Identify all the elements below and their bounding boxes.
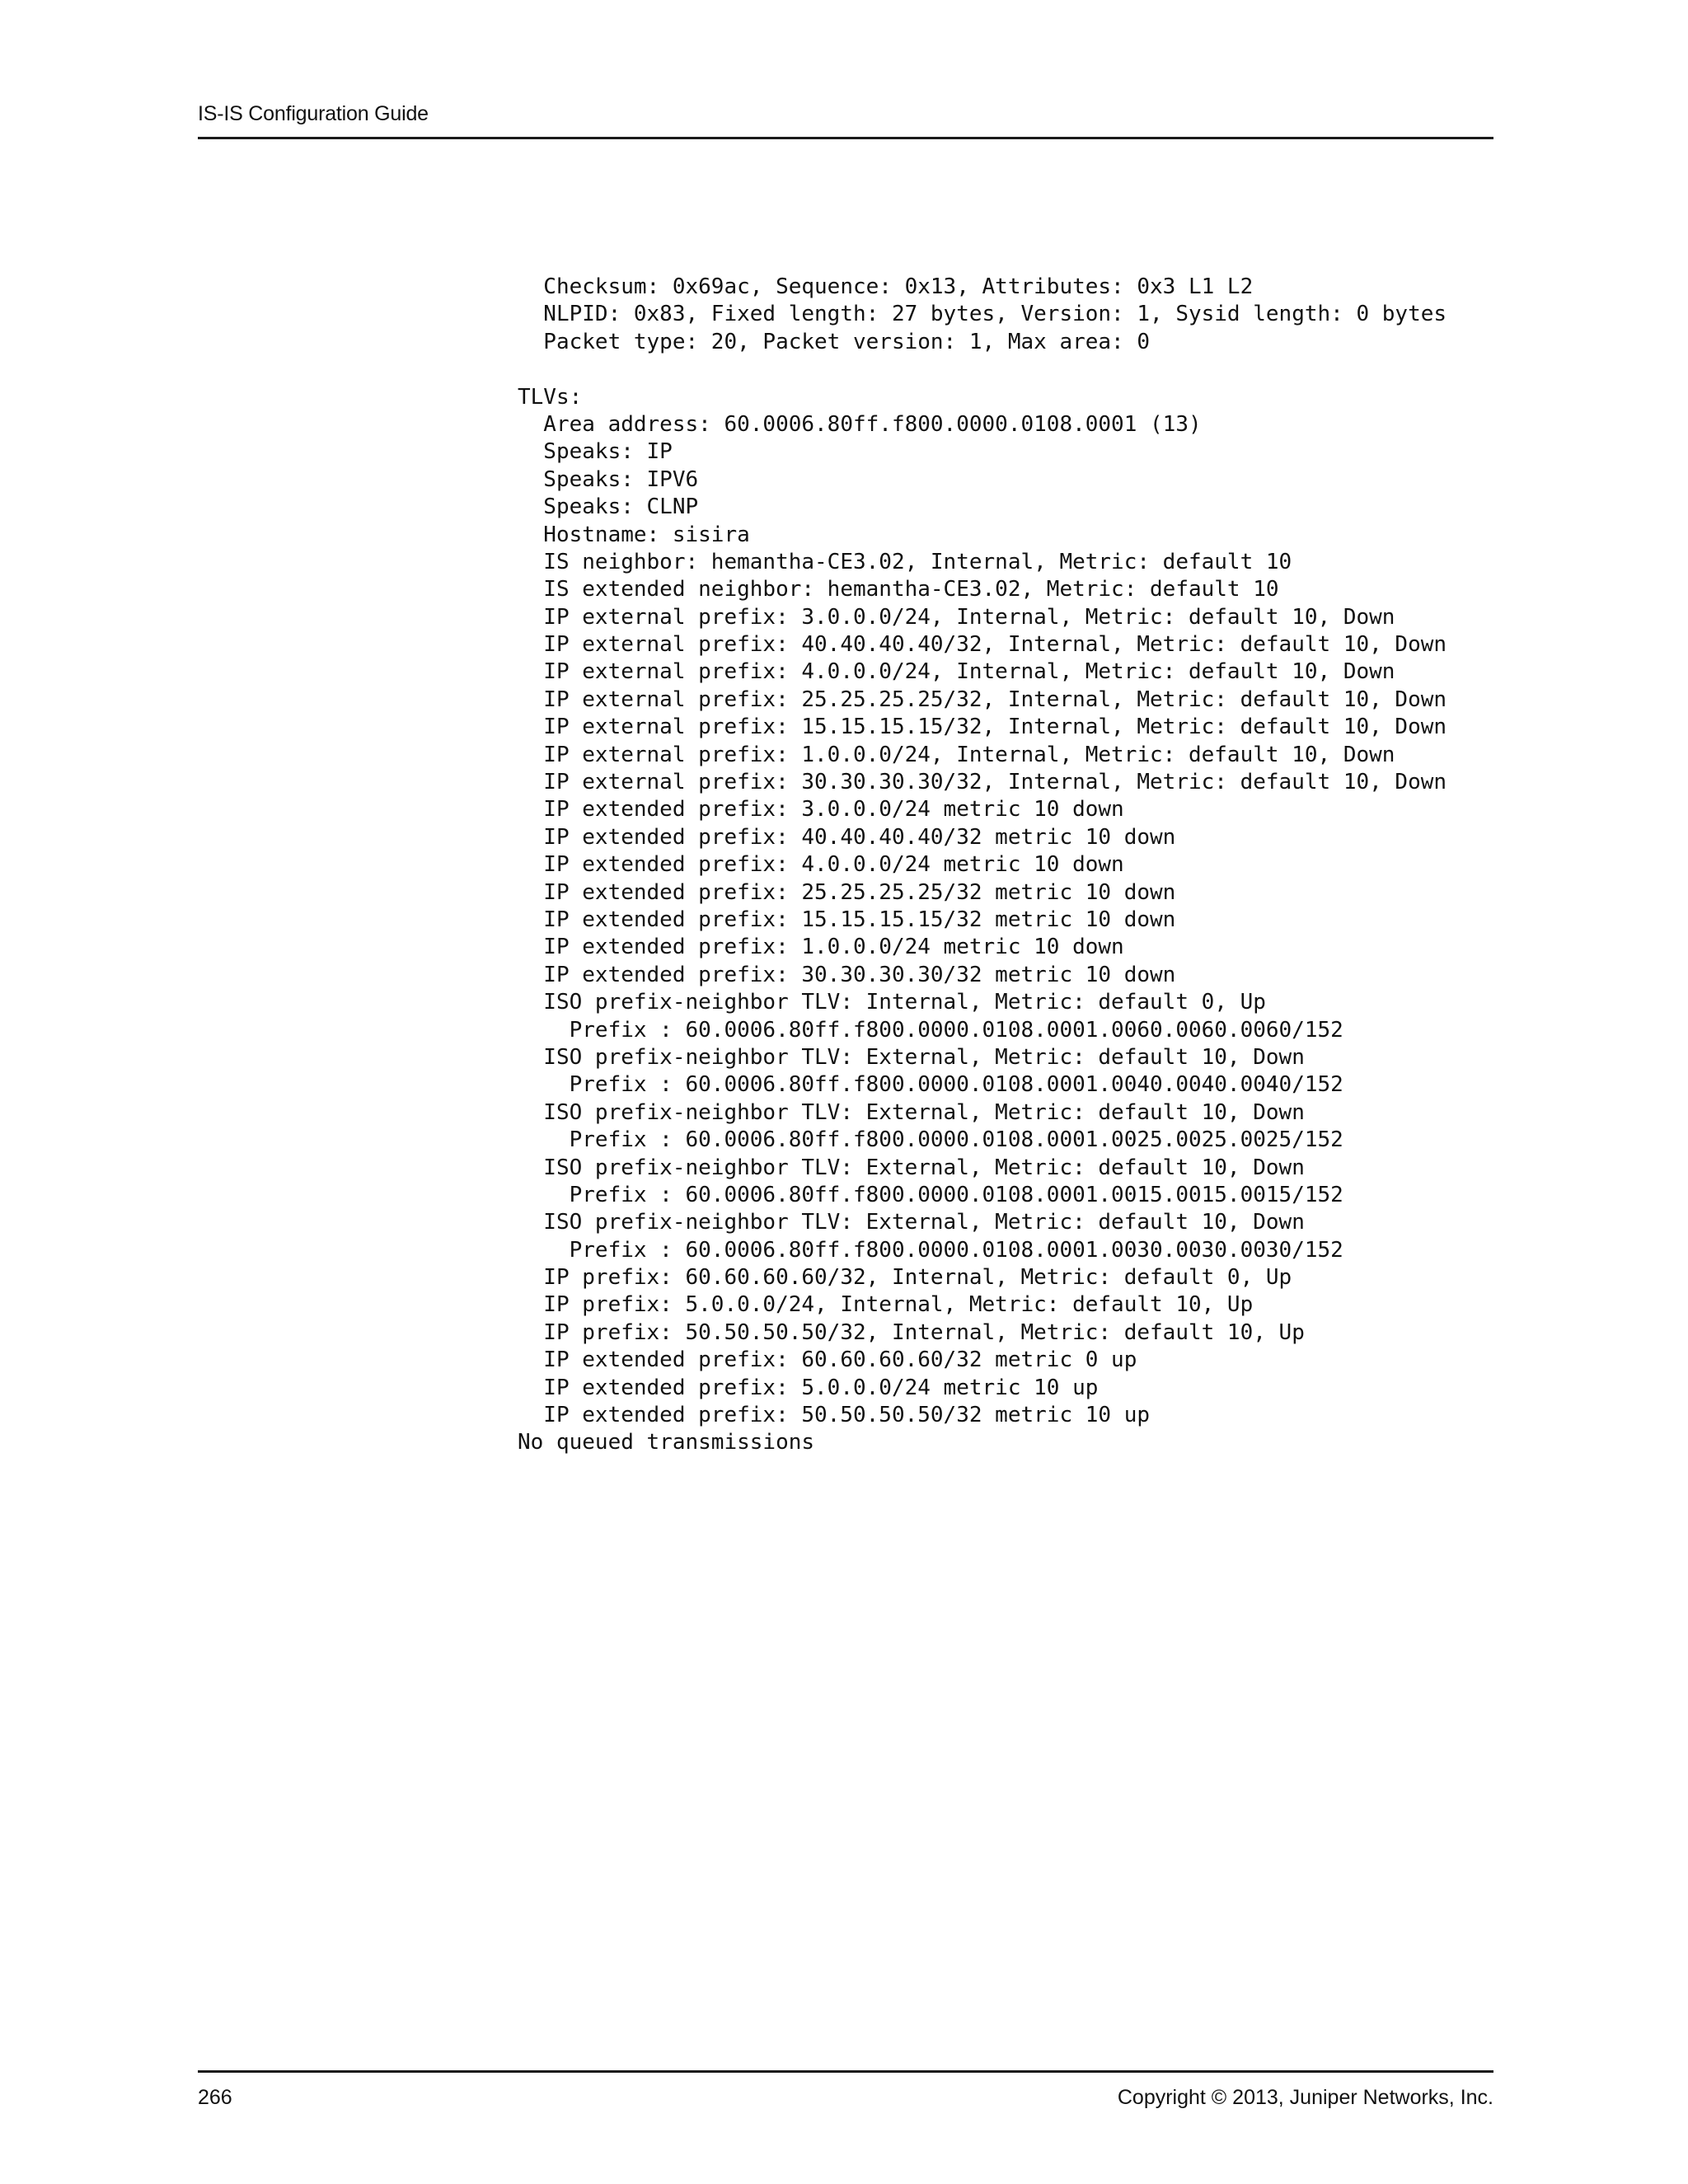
- cli-output-block: [518, 274, 1465, 1457]
- code-line: IP prefix: 50.50.50.50/32, Internal, Metric: default 10, Up: [518, 1319, 1305, 1345]
- code-line: IP external prefix: 30.30.30.30/32, Internal, Metric: default 10, Down: [518, 770, 1447, 795]
- code-line: ISO prefix-neighbor TLV: Internal, Metric: default 0, Up: [518, 990, 1266, 1015]
- code-line: IP extended prefix: 60.60.60.60/32 metric 0 up: [518, 1347, 1137, 1373]
- code-line: IP external prefix: 40.40.40.40/32, Internal, Metric: default 10, Down: [518, 632, 1447, 658]
- code-line: NLPID: 0x83, Fixed length: 27 bytes, Version: 1, Sysid length: 0 bytes: [518, 302, 1447, 327]
- code-line: No queued transmissions: [518, 1430, 815, 1455]
- page-footer: [198, 2070, 1493, 2122]
- code-line: IS extended neighbor: hemantha-CE3.02, Metric: default 10: [518, 577, 1279, 602]
- code-line: Area address: 60.0006.80ff.f800.0000.0108.0001 (13): [518, 411, 1202, 437]
- code-line: IP prefix: 5.0.0.0/24, Internal, Metric: default 10, Up: [518, 1292, 1254, 1318]
- code-line: IP extended prefix: 40.40.40.40/32 metric 10 down: [518, 824, 1176, 850]
- code-line: IP extended prefix: 25.25.25.25/32 metric 10 down: [518, 879, 1176, 905]
- code-line: Speaks: IPV6: [518, 466, 699, 492]
- code-line: IS neighbor: hemantha-CE3.02, Internal, Metric: default 10: [518, 549, 1292, 574]
- code-line: Prefix : 60.0006.80ff.f800.0000.0108.0001.0015.0015.0015/152: [518, 1182, 1343, 1207]
- code-line: IP extended prefix: 50.50.50.50/32 metric 10 up: [518, 1403, 1151, 1428]
- code-line: IP extended prefix: 4.0.0.0/24 metric 10 down: [518, 852, 1124, 878]
- code-line: Speaks: CLNP: [518, 494, 699, 520]
- page-number: 266: [198, 2086, 232, 2109]
- code-line: ISO prefix-neighbor TLV: External, Metric: default 10, Down: [518, 1155, 1305, 1180]
- code-line: IP prefix: 60.60.60.60/32, Internal, Metric: default 0, Up: [518, 1265, 1292, 1291]
- code-line: IP extended prefix: 5.0.0.0/24 metric 10 up: [518, 1375, 1099, 1400]
- code-line: ISO prefix-neighbor TLV: External, Metric: default 10, Down: [518, 1210, 1305, 1235]
- code-line: [518, 356, 1465, 383]
- document-title: IS-IS Configuration Guide: [198, 102, 429, 125]
- code-line: IP extended prefix: 15.15.15.15/32 metric 10 down: [518, 907, 1176, 932]
- code-line: Prefix : 60.0006.80ff.f800.0000.0108.0001.0060.0060.0060/152: [518, 1017, 1343, 1043]
- code-line: ISO prefix-neighbor TLV: External, Metric: default 10, Down: [518, 1044, 1305, 1070]
- code-line: IP extended prefix: 30.30.30.30/32 metric 10 down: [518, 962, 1176, 987]
- page-header: [198, 99, 1493, 139]
- code-line: IP extended prefix: 3.0.0.0/24 metric 10 down: [518, 797, 1124, 823]
- code-line: IP external prefix: 4.0.0.0/24, Internal, Metric: default 10, Down: [518, 659, 1395, 685]
- code-line: IP external prefix: 15.15.15.15/32, Internal, Metric: default 10, Down: [518, 715, 1447, 740]
- code-line: TLVs:: [518, 384, 583, 410]
- code-line: Speaks: IP: [518, 439, 673, 465]
- code-line: Hostname: sisira: [518, 522, 750, 547]
- code-line: ISO prefix-neighbor TLV: External, Metric: default 10, Down: [518, 1099, 1305, 1125]
- code-line: Prefix : 60.0006.80ff.f800.0000.0108.0001.0040.0040.0040/152: [518, 1072, 1343, 1098]
- copyright-notice: Copyright © 2013, Juniper Networks, Inc.: [1117, 2086, 1493, 2109]
- code-line: Prefix : 60.0006.80ff.f800.0000.0108.0001.0025.0025.0025/152: [518, 1127, 1343, 1153]
- code-line: Packet type: 20, Packet version: 1, Max area: 0: [518, 329, 1151, 354]
- code-line: Checksum: 0x69ac, Sequence: 0x13, Attributes: 0x3 L1 L2: [518, 274, 1254, 299]
- code-line: IP external prefix: 1.0.0.0/24, Internal, Metric: default 10, Down: [518, 742, 1395, 767]
- code-line: Prefix : 60.0006.80ff.f800.0000.0108.0001.0030.0030.0030/152: [518, 1237, 1343, 1263]
- code-line: IP external prefix: 25.25.25.25/32, Internal, Metric: default 10, Down: [518, 687, 1447, 712]
- code-line: IP extended prefix: 1.0.0.0/24 metric 10 down: [518, 935, 1124, 960]
- code-line: IP external prefix: 3.0.0.0/24, Internal, Metric: default 10, Down: [518, 604, 1395, 630]
